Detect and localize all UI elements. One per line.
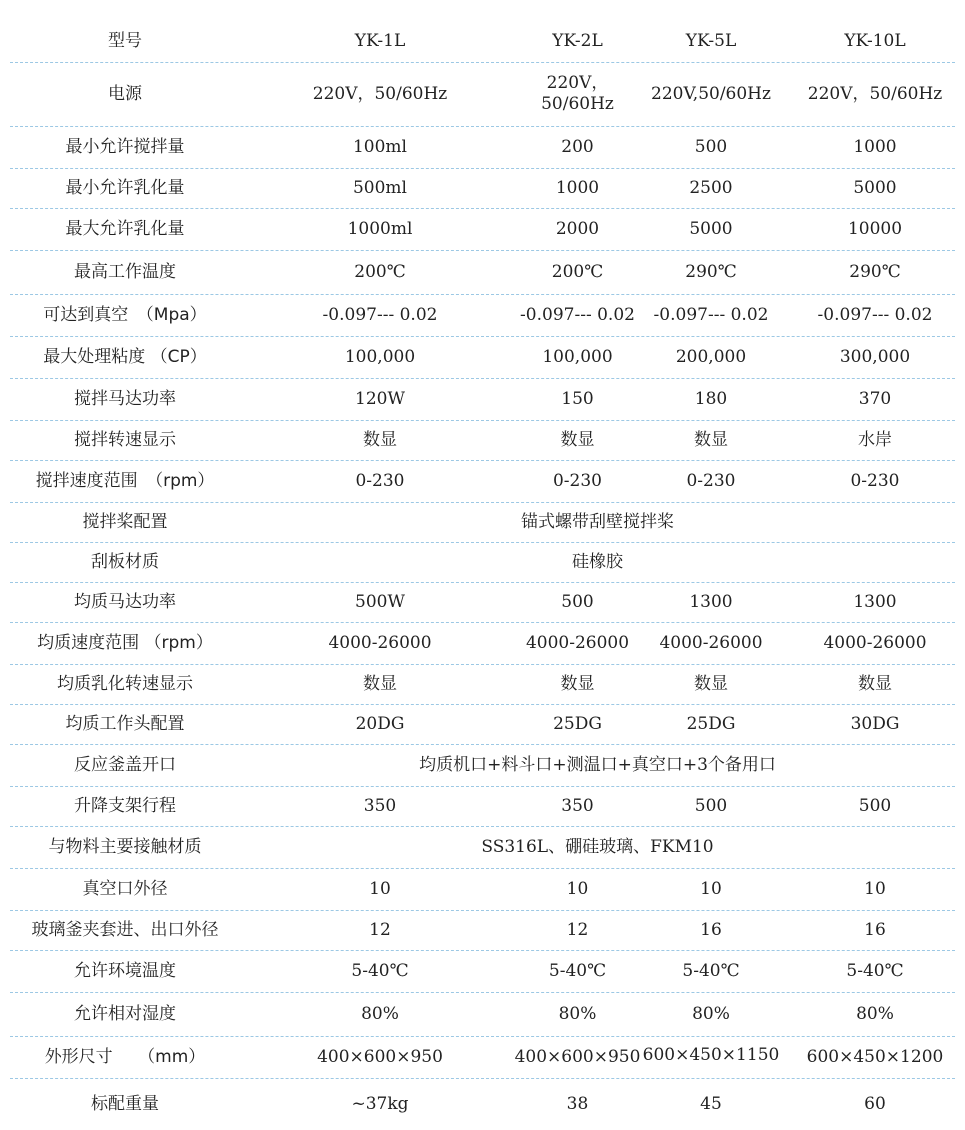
table-row bbox=[10, 420, 955, 461]
spec-value: 500 bbox=[694, 795, 728, 816]
spec-value: 1000ml bbox=[347, 218, 413, 239]
spec-label: 均质速度范围 （rpm） bbox=[37, 632, 213, 653]
spec-value: 5-40℃ bbox=[682, 960, 740, 981]
spec-value: 0-230 bbox=[686, 470, 736, 491]
spec-value: 12 bbox=[566, 919, 589, 940]
spec-label: 均质乳化转速显示 bbox=[57, 673, 193, 694]
spec-value: 2000 bbox=[555, 218, 600, 239]
table-row bbox=[10, 582, 955, 623]
spec-value: 220V， 50/60Hz bbox=[541, 73, 614, 114]
spec-label: 搅拌桨配置 bbox=[82, 511, 168, 532]
spec-value: 80% bbox=[692, 1003, 730, 1024]
spec-value: 290℃ bbox=[685, 261, 737, 282]
table-row bbox=[10, 168, 955, 209]
spec-value: 100,000 bbox=[344, 346, 416, 367]
table-row bbox=[10, 744, 955, 787]
table-row bbox=[10, 868, 955, 911]
spec-label: 均质工作头配置 bbox=[65, 713, 185, 734]
spec-label: 允许环境温度 bbox=[74, 960, 176, 981]
table-row bbox=[10, 294, 955, 337]
spec-value: -0.097--- 0.02 bbox=[817, 304, 933, 325]
spec-value: 4000-26000 bbox=[659, 632, 763, 653]
spec-label: 与物料主要接触材质 bbox=[48, 836, 202, 857]
spec-value: 5-40℃ bbox=[351, 960, 409, 981]
spec-value: 500 bbox=[858, 795, 892, 816]
spec-value: 10000 bbox=[847, 218, 903, 239]
header-label: 型号 bbox=[108, 30, 142, 51]
spec-value-merged: 硅橡胶 bbox=[572, 551, 623, 572]
table-row bbox=[10, 1036, 955, 1079]
spec-value-merged: 锚式螺带刮壁搅拌桨 bbox=[521, 511, 674, 532]
spec-value: 2500 bbox=[689, 177, 733, 198]
table-row bbox=[10, 622, 955, 665]
spec-label: 可达到真空 （Mpa） bbox=[43, 304, 207, 325]
table-header-row bbox=[10, 20, 955, 63]
spec-value: 4000-26000 bbox=[823, 632, 927, 653]
spec-value: 10 bbox=[700, 878, 722, 899]
table-row bbox=[10, 1078, 955, 1130]
spec-value: 100ml bbox=[352, 136, 407, 157]
spec-value: 200℃ bbox=[551, 261, 604, 282]
table-row bbox=[10, 992, 955, 1037]
spec-value: 4000-26000 bbox=[525, 632, 630, 653]
spec-label: 最高工作温度 bbox=[74, 261, 176, 282]
table-row bbox=[10, 786, 955, 827]
spec-value: 500 bbox=[561, 591, 594, 612]
spec-value: 16 bbox=[864, 919, 886, 940]
spec-value: -0.097--- 0.02 bbox=[653, 304, 769, 325]
spec-value: ~37kg bbox=[351, 1093, 409, 1114]
spec-label: 真空口外径 bbox=[82, 878, 168, 899]
spec-value: 500 bbox=[694, 136, 728, 157]
table-row bbox=[10, 704, 955, 745]
spec-value: 10 bbox=[369, 878, 391, 899]
spec-label: 电源 bbox=[108, 83, 142, 104]
spec-value: 200℃ bbox=[354, 261, 406, 282]
spec-value: 80% bbox=[856, 1003, 894, 1024]
spec-label: 允许相对湿度 bbox=[74, 1003, 176, 1024]
table-row bbox=[10, 502, 955, 543]
spec-label: 最大处理粘度 （CP） bbox=[43, 346, 207, 367]
spec-value: 1300 bbox=[853, 591, 897, 612]
spec-label: 反应釜盖开口 bbox=[74, 754, 176, 775]
spec-value: 数显 bbox=[694, 673, 728, 694]
spec-value: 1300 bbox=[689, 591, 733, 612]
spec-value: 180 bbox=[694, 388, 728, 409]
table-row bbox=[10, 336, 955, 379]
spec-value: 290℃ bbox=[849, 261, 901, 282]
table-row bbox=[10, 664, 955, 705]
spec-value: 1000 bbox=[555, 177, 600, 198]
spec-value: 200,000 bbox=[675, 346, 747, 367]
model-name: YK-2L bbox=[552, 30, 603, 51]
table-row bbox=[10, 378, 955, 421]
spec-label: 最小允许搅拌量 bbox=[65, 136, 185, 157]
spec-value: 80% bbox=[558, 1003, 597, 1024]
spec-label: 升降支架行程 bbox=[74, 795, 176, 816]
spec-value: 220V，50/60Hz bbox=[807, 83, 943, 104]
spec-value: 80% bbox=[361, 1003, 399, 1024]
table-row bbox=[10, 910, 955, 951]
spec-label: 最小允许乳化量 bbox=[65, 177, 185, 198]
spec-value: -0.097--- 0.02 bbox=[520, 304, 635, 325]
spec-value: 5-40℃ bbox=[548, 960, 607, 981]
spec-value: 120W bbox=[355, 388, 405, 409]
spec-value: 300,000 bbox=[839, 346, 911, 367]
spec-value: 16 bbox=[700, 919, 722, 940]
spec-value: 400×600×950 bbox=[317, 1046, 443, 1067]
spec-value: 5-40℃ bbox=[846, 960, 904, 981]
spec-value: 38 bbox=[566, 1093, 589, 1114]
spec-label: 搅拌转速显示 bbox=[74, 429, 176, 450]
table-row bbox=[10, 126, 955, 169]
spec-value: 370 bbox=[858, 388, 892, 409]
table-row bbox=[10, 950, 955, 993]
table-row bbox=[10, 62, 955, 127]
spec-label: 搅拌速度范围 （rpm） bbox=[35, 470, 215, 491]
spec-value: 25DG bbox=[553, 713, 602, 734]
spec-value: 数显 bbox=[560, 429, 595, 450]
spec-value: 5000 bbox=[689, 218, 733, 239]
spec-value: 500W bbox=[355, 591, 405, 612]
spec-value: 10 bbox=[566, 878, 589, 899]
spec-value: 20DG bbox=[355, 713, 405, 734]
model-name: YK-5L bbox=[685, 30, 737, 51]
spec-value-merged: 均质机口+料斗口+测温口+真空口+3个备用口 bbox=[419, 754, 776, 775]
table-row bbox=[10, 826, 955, 869]
spec-value: 100,000 bbox=[542, 346, 613, 367]
spec-value: 30DG bbox=[850, 713, 900, 734]
spec-value: 200 bbox=[561, 136, 594, 157]
spec-value: 150 bbox=[561, 388, 594, 409]
spec-label: 玻璃釜夹套进、出口外径 bbox=[31, 919, 219, 940]
spec-value: 60 bbox=[864, 1093, 886, 1114]
spec-label: 搅拌马达功率 bbox=[74, 388, 176, 409]
spec-value: 1000 bbox=[853, 136, 897, 157]
model-name: YK-1L bbox=[354, 30, 406, 51]
table-row bbox=[10, 542, 955, 583]
spec-value: 数显 bbox=[560, 673, 595, 694]
spec-value: 220V,50/60Hz bbox=[651, 83, 771, 104]
spec-value: 10 bbox=[864, 878, 886, 899]
spec-value: 25DG bbox=[686, 713, 736, 734]
table-row bbox=[10, 250, 955, 295]
spec-label: 最大允许乳化量 bbox=[65, 218, 185, 239]
spec-value: 数显 bbox=[858, 673, 892, 694]
spec-value-merged: SS316L、硼硅玻璃、FKM10 bbox=[481, 836, 714, 857]
spec-value: 220V，50/60Hz bbox=[312, 83, 448, 104]
spec-value: 12 bbox=[369, 919, 391, 940]
spec-value: 数显 bbox=[694, 429, 728, 450]
spec-value: 数显 bbox=[363, 429, 397, 450]
spec-value: 0-230 bbox=[355, 470, 405, 491]
table-row bbox=[10, 460, 955, 503]
spec-value: 45 bbox=[700, 1093, 722, 1114]
table-row bbox=[10, 208, 955, 251]
spec-label: 外形尺寸 （mm） bbox=[44, 1046, 206, 1067]
spec-label: 刮板材质 bbox=[91, 551, 159, 572]
spec-value: 500ml bbox=[352, 177, 407, 198]
spec-label: 标配重量 bbox=[91, 1093, 159, 1114]
spec-value: -0.097--- 0.02 bbox=[322, 304, 438, 325]
model-name: YK-10L bbox=[844, 30, 906, 51]
spec-value: 350 bbox=[561, 795, 594, 816]
spec-label: 均质马达功率 bbox=[74, 591, 176, 612]
spec-value: 0-230 bbox=[552, 470, 602, 491]
spec-value: 4000-26000 bbox=[328, 632, 432, 653]
spec-value: 数显 bbox=[363, 673, 397, 694]
spec-value: 5000 bbox=[853, 177, 897, 198]
spec-value: 水岸 bbox=[858, 429, 892, 450]
spec-value: 600×450×1200 bbox=[806, 1046, 944, 1067]
spec-value: 0-230 bbox=[850, 470, 900, 491]
spec-value: 400×600×950 bbox=[514, 1046, 641, 1067]
spec-value: 350 bbox=[363, 795, 397, 816]
spec-value: 600×450×1150 bbox=[642, 1045, 780, 1065]
